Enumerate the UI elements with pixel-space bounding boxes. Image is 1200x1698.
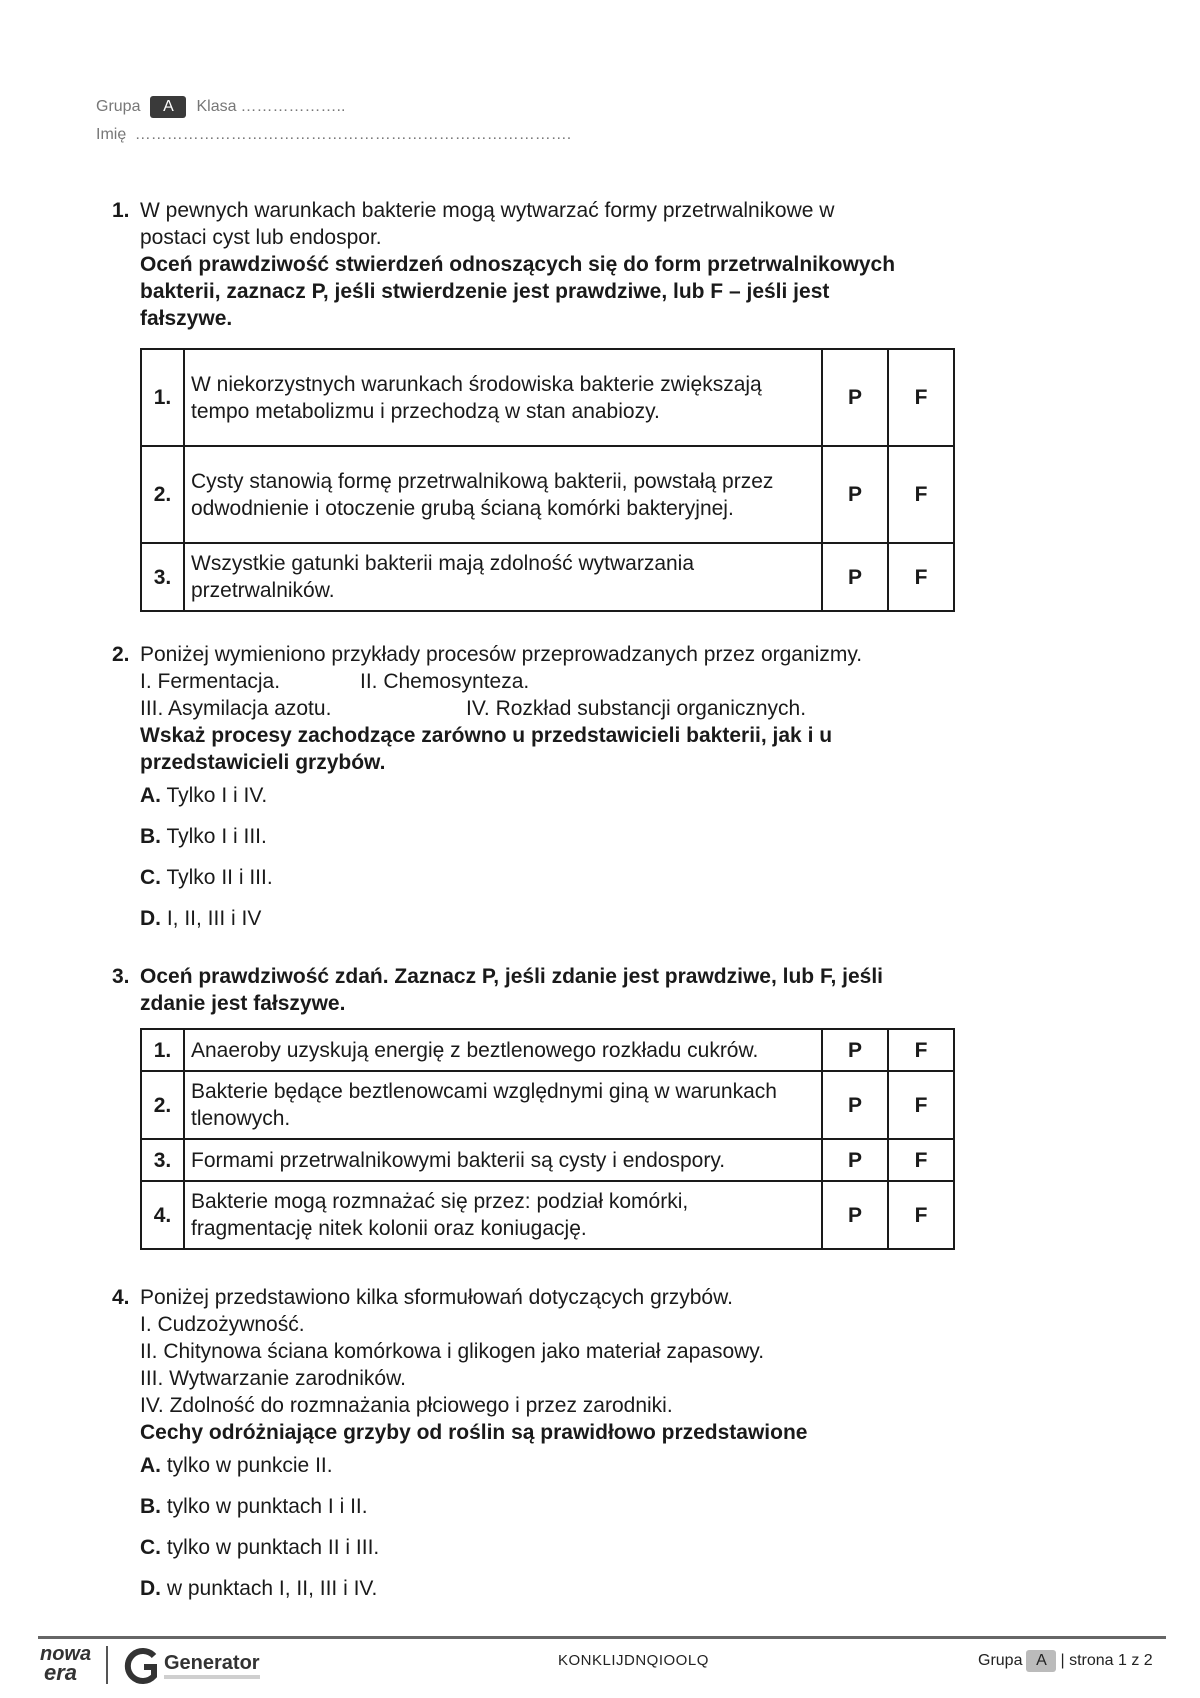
answer-p[interactable]: P [822, 1029, 888, 1071]
logo-era-text: era [44, 1660, 78, 1685]
option-text: Tylko I i IV. [166, 784, 268, 807]
answer-f[interactable]: F [888, 1139, 954, 1181]
process-item: III. Asymilacja azotu. [140, 697, 332, 720]
q1-true-false-table [140, 348, 955, 612]
question-number: 2. [112, 643, 130, 666]
answer-p[interactable]: P [822, 349, 888, 446]
question-2 [112, 641, 982, 946]
question-1 [112, 197, 982, 332]
grupa-badge: A [150, 96, 186, 118]
question-text-line: Poniżej wymieniono przykłady procesów przeprowadzanych przez organizmy. [140, 643, 863, 666]
process-item: IV. Rozkład substancji organicznych. [466, 697, 807, 720]
footer-grupa-badge: A [1026, 1650, 1056, 1672]
question-number: 4. [112, 1286, 130, 1309]
feature-item: III. Wytwarzanie zarodników. [140, 1367, 406, 1390]
question-4 [112, 1284, 982, 1616]
option-letter: C. [140, 866, 161, 889]
process-list-line [140, 695, 982, 722]
feature-item: I. Cudzożywność. [140, 1313, 305, 1336]
question-text-line: postaci cyst lub endospor. [140, 226, 382, 249]
answer-option[interactable] [140, 1452, 982, 1493]
option-letter: A. [140, 784, 161, 807]
q3-true-false-table [140, 1028, 955, 1250]
answer-option[interactable] [140, 782, 982, 823]
row-statement: Cysty stanowią formę przetrwalnikową bakterii, powstałą przez odwodnienie i otoczenie grubą ścianą komórki bakteryjnej. [184, 446, 822, 543]
table-row [141, 1139, 954, 1181]
answer-p[interactable]: P [822, 1139, 888, 1181]
logo-nowa-text: nowa [40, 1643, 92, 1665]
logo-tagline-bar [164, 1675, 260, 1679]
answer-option[interactable] [140, 1534, 982, 1575]
question-instruction-line: Oceń prawdziwość zdań. Zaznacz P, jeśli zdanie jest prawdziwe, lub F, jeśli [140, 965, 883, 988]
answer-p[interactable]: P [822, 1181, 888, 1249]
answer-option[interactable] [140, 823, 982, 864]
option-letter: D. [140, 907, 161, 930]
row-number: 3. [141, 543, 184, 611]
logo-generator-text: Generator [164, 1652, 260, 1674]
row-statement: Bakterie będące beztlenowcami względnymi giną w warunkach tlenowych. [184, 1071, 822, 1139]
row-statement: Formami przetrwalnikowymi bakterii są cysty i endospory. [184, 1139, 822, 1181]
row-statement: W niekorzystnych warunkach środowiska bakterie zwiększają tempo metabolizmu i przechodzą w stan anabiozy. [184, 349, 822, 446]
option-letter: A. [140, 1454, 161, 1477]
option-text: Tylko II i III. [166, 866, 273, 889]
page-counter: | strona 1 z 2 [1060, 1652, 1153, 1669]
table-row [141, 349, 954, 446]
answer-f[interactable]: F [888, 446, 954, 543]
imie-dots: ………………………………………………………………………. [134, 126, 572, 143]
question-instruction-line: bakterii, zaznacz P, jeśli stwierdzenie jest prawdziwe, lub F – jeśli jest [140, 280, 830, 303]
option-letter: B. [140, 825, 161, 848]
row-statement: Wszystkie gatunki bakterii mają zdolność wytwarzania przetrwalników. [184, 543, 822, 611]
logo-separator [106, 1646, 108, 1684]
header-group-line [96, 96, 345, 118]
table-row [141, 1181, 954, 1249]
question-3 [112, 963, 982, 1017]
row-statement: Anaeroby uzyskują energię z beztlenowego rozkładu cukrów. [184, 1029, 822, 1071]
klasa-dots: ……………….. [240, 98, 346, 115]
generator-g-icon [128, 1651, 154, 1681]
option-text: I, II, III i IV [166, 907, 262, 930]
feature-item: IV. Zdolność do rozmnażania płciowego i przez zarodniki. [140, 1394, 673, 1417]
question-instruction-line: zdanie jest fałszywe. [140, 992, 346, 1015]
answer-f[interactable]: F [888, 1181, 954, 1249]
klasa-label: Klasa [196, 98, 237, 115]
question-instruction-line: fałszywe. [140, 307, 233, 330]
option-text: tylko w punktach I i II. [166, 1495, 368, 1518]
nowa-era-logo [38, 1640, 98, 1686]
grupa-label: Grupa [96, 98, 141, 115]
question-instruction-line: przedstawicieli grzybów. [140, 751, 386, 774]
question-text-line: Poniżej przedstawiono kilka sformułowań dotyczących grzybów. [140, 1286, 733, 1309]
table-row [141, 1029, 954, 1071]
row-number: 2. [141, 1071, 184, 1139]
footer-grupa-label: Grupa [978, 1652, 1023, 1669]
process-item: I. Fermentacja. [140, 670, 281, 693]
option-text: tylko w punkcie II. [166, 1454, 333, 1477]
generator-logo [122, 1642, 272, 1688]
footer-divider [38, 1636, 1166, 1639]
answer-f[interactable]: F [888, 543, 954, 611]
header-name-line [96, 126, 571, 144]
option-text: Tylko I i III. [166, 825, 267, 848]
row-statement: Bakterie mogą rozmnażać się przez: podział komórki, fragmentację nitek kolonii oraz koniugację. [184, 1181, 822, 1249]
answer-option[interactable] [140, 905, 982, 946]
table-row [141, 1071, 954, 1139]
question-number: 1. [112, 199, 130, 222]
document-code: KONKLIJDNQIOOLQ [558, 1652, 709, 1669]
footer-page-info [978, 1650, 1153, 1672]
answer-p[interactable]: P [822, 1071, 888, 1139]
question-instruction-line: Cechy odróżniające grzyby od roślin są prawidłowo przedstawione [140, 1421, 808, 1444]
answer-option[interactable] [140, 864, 982, 905]
process-item: II. Chemosynteza. [360, 670, 530, 693]
answer-option[interactable] [140, 1575, 982, 1616]
option-letter: C. [140, 1536, 161, 1559]
answer-p[interactable]: P [822, 543, 888, 611]
question-instruction-line: Wskaż procesy zachodzące zarówno u przedstawicieli bakterii, jak i u [140, 724, 833, 747]
question-instruction-line: Oceń prawdziwość stwierdzeń odnoszących się do form przetrwalnikowych [140, 253, 896, 276]
option-text: tylko w punktach II i III. [166, 1536, 380, 1559]
row-number: 1. [141, 1029, 184, 1071]
option-letter: D. [140, 1577, 161, 1600]
option-letter: B. [140, 1495, 161, 1518]
question-number: 3. [112, 965, 130, 988]
table-row [141, 446, 954, 543]
question-text-line: W pewnych warunkach bakterie mogą wytwarzać formy przetrwalnikowe w [140, 199, 835, 222]
table-row [141, 543, 954, 611]
answer-option[interactable] [140, 1493, 982, 1534]
row-number: 3. [141, 1139, 184, 1181]
answer-f[interactable]: F [888, 1071, 954, 1139]
answer-p[interactable]: P [822, 446, 888, 543]
answer-f[interactable]: F [888, 349, 954, 446]
row-number: 1. [141, 349, 184, 446]
imie-label: Imię [96, 126, 127, 143]
feature-item: II. Chitynowa ściana komórkowa i glikogen jako materiał zapasowy. [140, 1340, 765, 1363]
option-text: w punktach I, II, III i IV. [166, 1577, 378, 1600]
answer-f[interactable]: F [888, 1029, 954, 1071]
process-list-line [140, 668, 982, 695]
row-number: 2. [141, 446, 184, 543]
row-number: 4. [141, 1181, 184, 1249]
